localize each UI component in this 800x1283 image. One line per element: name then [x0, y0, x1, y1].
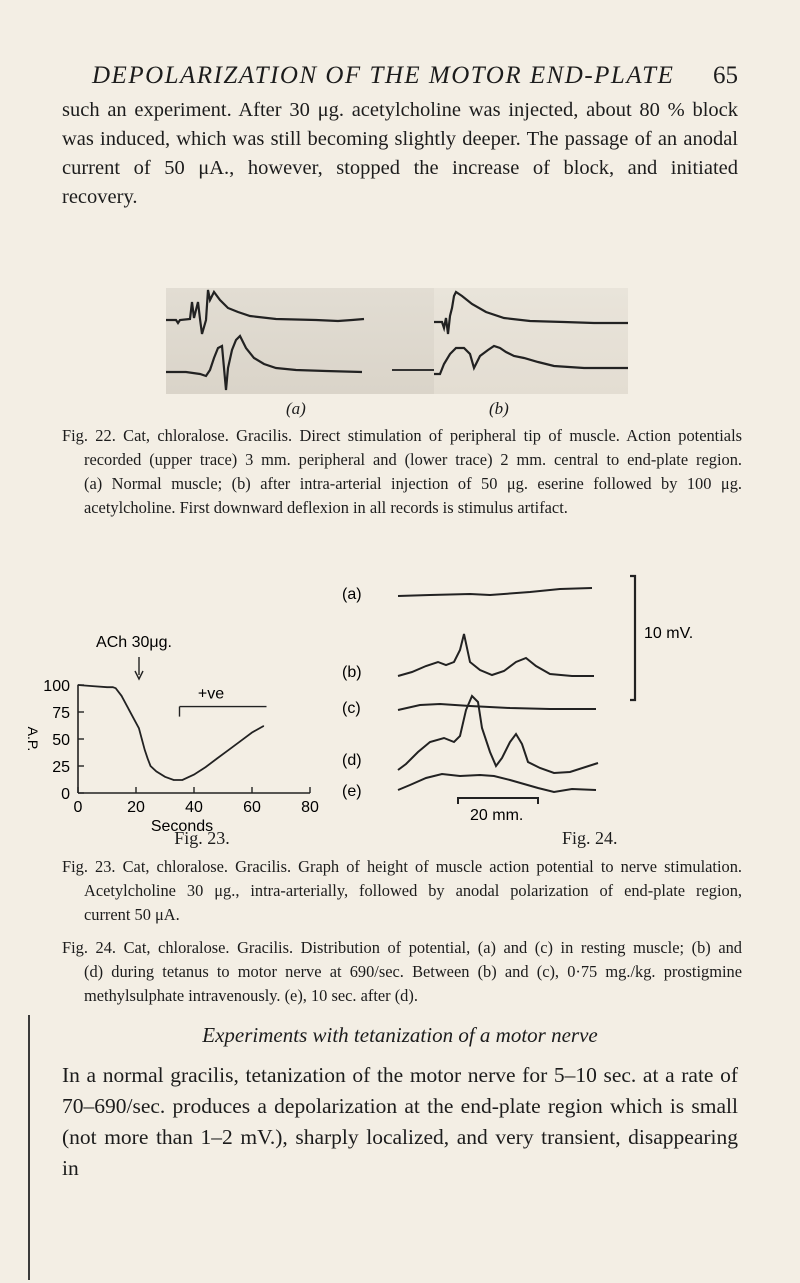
fig23-data-point [173, 779, 174, 780]
fig23-y-tick-label: 50 [52, 732, 70, 749]
fig23-axes [78, 685, 310, 793]
fig24-trace-a [398, 588, 592, 596]
fig22-photographs [166, 288, 628, 394]
fig22-caption [62, 424, 742, 520]
fig23-x-tick-label: 20 [127, 799, 145, 816]
fig22-caption-line: Fig. 22. Cat, chloralose. Gracilis. Direct stimulation of peripheral tip of muscle. Action potentials [62, 426, 742, 445]
fig23-data-point [138, 728, 139, 729]
running-header [62, 62, 738, 92]
fig23-y-tick-label: 100 [43, 678, 70, 695]
fig23-x-tick-label: 40 [185, 799, 203, 816]
body-line: 70–690/sec. produces a depolarization at the end-plate region which is small [62, 1094, 738, 1118]
fig23-caption-line: Acetylcholine 30 μg., intra-arterially, followed by anodal polarization of end-plate region, [84, 881, 742, 900]
fig23-ach-annotation: ACh 30μg. [96, 634, 172, 651]
fig23-data-point [156, 771, 157, 772]
fig23-data-point [263, 725, 264, 726]
fig22-traces-a [166, 288, 434, 394]
fig22-a-upper-trace [166, 290, 364, 334]
fig22-b-lower-trace [434, 346, 628, 374]
fig23-data-point [115, 688, 116, 689]
fig22-sublabel-a: (a) [286, 399, 306, 418]
fig24-caption-line: methylsulphate intravenously. (e), 10 sec. after (d). [84, 986, 418, 1005]
fig23-data-point [228, 749, 229, 750]
fig24-trace-label-d: (d) [342, 752, 362, 769]
fig22-photo-a [166, 288, 434, 394]
fig23-data-point [112, 687, 113, 688]
fig22-photo-b [434, 288, 628, 394]
fig24-diagram [340, 570, 720, 840]
fig23-data-point [77, 684, 78, 685]
fig22-sublabel-b: (b) [489, 399, 509, 418]
fig23-annotations [96, 634, 266, 717]
fig24-scale-mm-bar [458, 798, 538, 804]
fig23-data-point [150, 765, 151, 766]
fig24-scale-mv-bar [630, 576, 635, 700]
intro-paragraph [62, 96, 738, 212]
fig24-caption [62, 936, 742, 1008]
fig23-chart [0, 570, 340, 835]
fig23-data-point [182, 779, 183, 780]
fig23-data-point [217, 758, 218, 759]
intro-line: recovery. [62, 186, 138, 208]
fig24-caption-line: (d) during tetanus to motor nerve at 690/sec. Between (b) and (c), 0·75 mg./kg. prostigmine [84, 962, 742, 981]
body-paragraph [62, 1060, 738, 1184]
fig24-trace-b [398, 634, 594, 676]
fig23-y-axis-label: A.P. [25, 726, 41, 752]
fig23-y-tick-label: 0 [61, 786, 70, 803]
fig23-data-point [106, 687, 107, 688]
fig23-caption-line: Fig. 23. Cat, chloralose. Gracilis. Graph of height of muscle action potential to nerve stimulation. [62, 857, 742, 876]
fig23-caption [62, 855, 742, 927]
fig23-data-point [144, 749, 145, 750]
body-line: In a normal gracilis, tetanization of the motor nerve for 5–10 sec. at a rate of [62, 1063, 738, 1087]
intro-line: current of 50 μA., however, stopped the increase of block, and initiated [62, 157, 738, 179]
fig23-data-point [133, 717, 134, 718]
fig23-x-axis-label: Seconds [150, 818, 214, 835]
fig23-polarization-label: +ve [197, 685, 225, 703]
fig23-x-tick-label: 60 [243, 799, 261, 816]
fig23-ticks [25, 678, 319, 835]
fig24-trace-c [398, 704, 596, 710]
fig24-trace-label-a: (a) [342, 586, 362, 603]
fig22-caption-line: acetylcholine. First downward deflexion in all records is stimulus artifact. [84, 498, 568, 517]
body-line: (not more than 1–2 mV.), sharply localized, and very transient, disappearing in [62, 1125, 738, 1180]
fig24-caption-line: Fig. 24. Cat, chloralose. Gracilis. Distribution of potential, (a) and (c) in resting muscle; (b) and [62, 938, 742, 957]
running-title: DEPOLARIZATION OF THE MOTOR END-PLATE [92, 62, 675, 89]
fig23-label: Fig. 23. [174, 828, 230, 848]
fig24-trace-label-e: (e) [342, 783, 362, 800]
margin-rule [28, 1015, 30, 1280]
page-number: 65 [713, 62, 738, 89]
fig23-caption-line: current 50 μA. [84, 905, 180, 924]
fig23-data-point [205, 767, 206, 768]
fig23-series [77, 684, 264, 780]
fig24-scale-mm: 20 mm. [470, 807, 524, 824]
fig23-data-point [164, 776, 165, 777]
fig23-data-point [240, 741, 241, 742]
intro-line: such an experiment. After 30 μg. acetylcholine was injected, about 80 % block [62, 99, 738, 121]
fig23-data-point [193, 774, 194, 775]
fig23-data-point [141, 738, 142, 739]
fig23-label-wrap [0, 828, 340, 849]
fig24-trace-label-b: (b) [342, 664, 362, 681]
fig24-label: Fig. 24. [562, 828, 618, 848]
fig23-data-point [127, 706, 128, 707]
fig22-a-lower-trace [166, 336, 362, 390]
intro-line: was induced, which was still becoming slightly deeper. The passage of an anodal [62, 128, 738, 150]
fig23-data-point [147, 758, 148, 759]
fig23-data-point [121, 695, 122, 696]
fig23-series-line [78, 685, 264, 780]
fig22-b-upper-trace [434, 292, 628, 334]
fig23-y-tick-label: 75 [52, 705, 70, 722]
fig24-trace-e [398, 774, 596, 792]
section-heading: Experiments with tetanization of a motor nerve [202, 1023, 598, 1047]
fig22-traces-b [434, 288, 628, 394]
fig23-data-point [92, 686, 93, 687]
fig23-x-tick-label: 80 [301, 799, 319, 816]
fig22-caption-line: recorded (upper trace) 3 mm. peripheral and (lower trace) 2 mm. central to end-plate region. [84, 450, 742, 469]
fig23-y-tick-label: 25 [52, 759, 70, 776]
fig23-x-tick-label: 0 [73, 799, 83, 816]
fig22-caption-line: (a) Normal muscle; (b) after intra-arterial injection of 50 μg. eserine followed by 100 μg. [84, 474, 742, 493]
fig24-scale-mv: 10 mV. [644, 625, 694, 642]
fig23-data-point [251, 732, 252, 733]
fig24-trace-label-c: (c) [342, 700, 361, 717]
